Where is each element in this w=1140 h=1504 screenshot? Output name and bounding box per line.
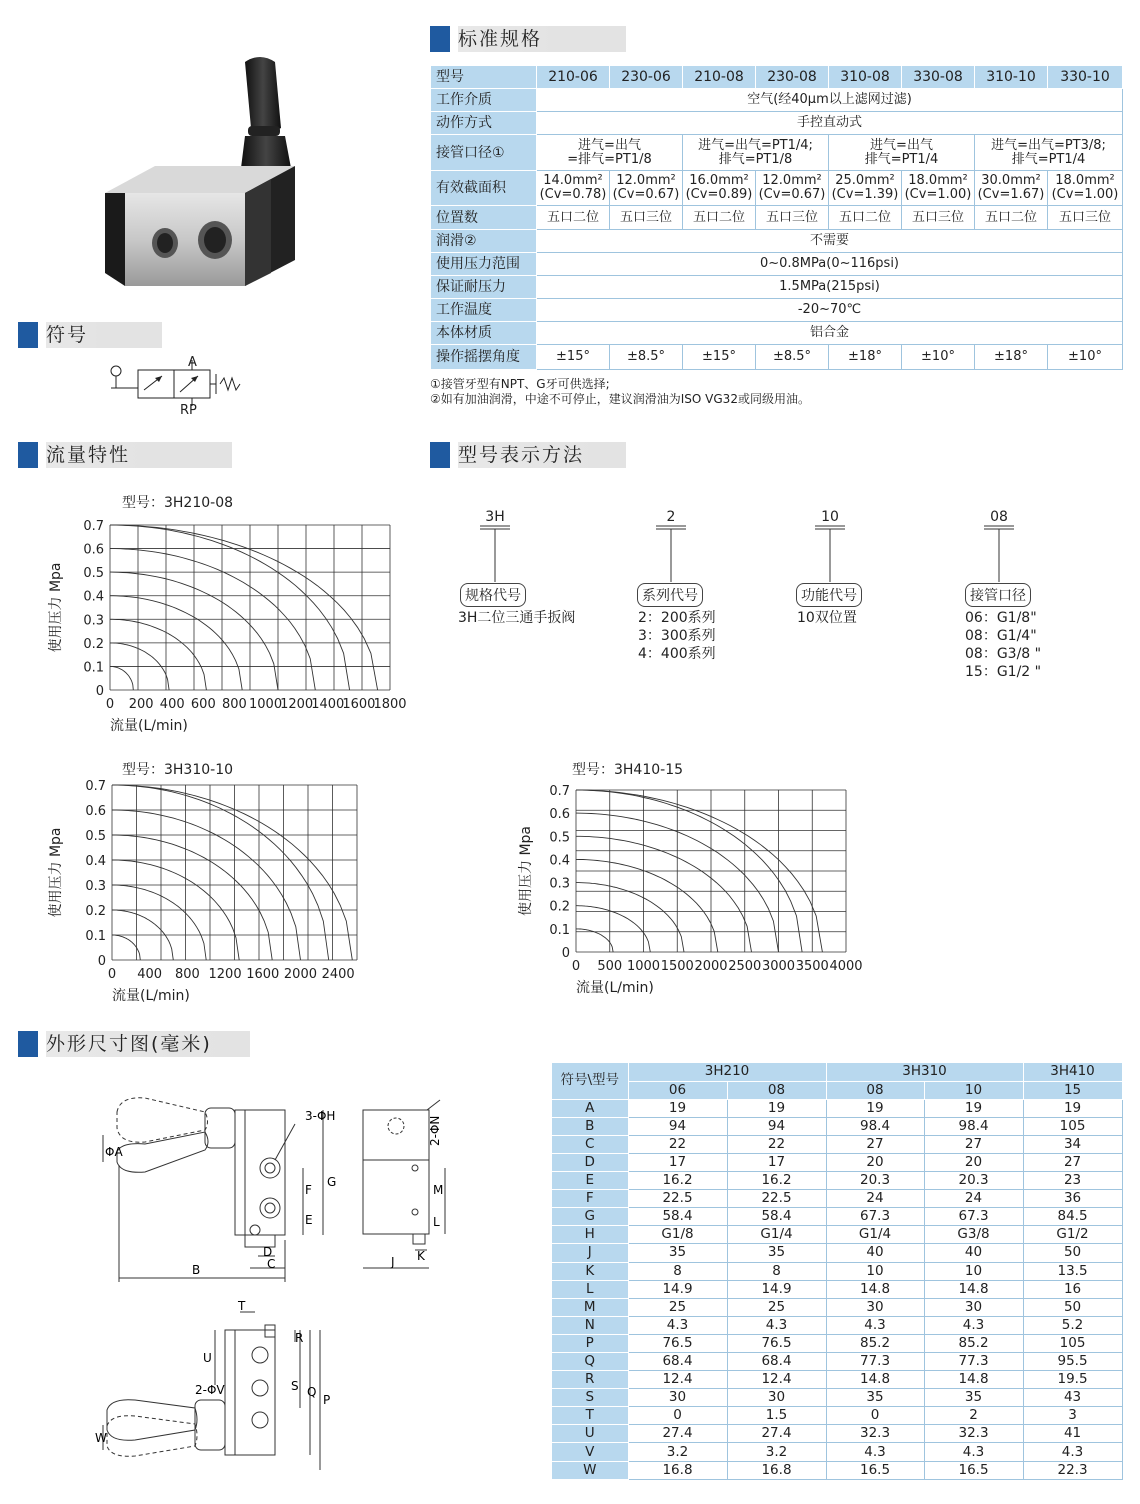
dim-label-t: T	[238, 1299, 246, 1313]
dim-value-cell: 105	[1023, 1334, 1122, 1352]
flow-curve	[110, 619, 206, 690]
y-tick-label: 0.7	[549, 784, 570, 799]
x-tick-label: 2400	[321, 967, 355, 982]
flow-curve	[112, 935, 140, 960]
dim-value-cell: 25	[727, 1298, 826, 1316]
table-row	[552, 1153, 1122, 1171]
table-row	[552, 1298, 1122, 1316]
dim-value-cell: 16.5	[826, 1461, 924, 1479]
model-code-4: 08	[990, 509, 1008, 525]
y-tick-label: 0.2	[85, 904, 106, 919]
dim-label-3h: 3-ΦH	[305, 1109, 336, 1123]
y-tick-label: 0.2	[83, 636, 104, 652]
spec-row-action: 动作方式 手控直动式	[431, 112, 1123, 135]
table-row	[552, 1316, 1122, 1334]
spec-row-temp: 工作温度 -20~70℃	[431, 299, 1123, 322]
y-axis-label: 使用压力 Mpa	[48, 562, 64, 653]
dim-value-cell: 27	[826, 1135, 924, 1153]
dim-value-cell: 14.8	[826, 1280, 924, 1298]
dim-value-cell: 30	[826, 1298, 924, 1316]
dim-value-cell: 76.5	[727, 1334, 826, 1352]
y-axis-label: 使用压力 Mpa	[518, 826, 534, 916]
model-code-3: 10	[821, 509, 839, 525]
y-tick-label: 0.7	[85, 779, 106, 794]
model-label-1: 规格代号	[460, 583, 526, 607]
dim-symbol-cell: S	[552, 1389, 628, 1407]
spec-row-area: 有效截面积 14.0mm² (Cv=0.78) 12.0mm² (Cv=0.67) 16.0mm² (Cv=0.89) 12.0mm² (Cv=0.67) 25.0mm² (Cv=1.39) 18.0mm² (Cv=1.00) 30.0mm² (Cv=1.67) 18.0mm² (Cv=1.00)	[431, 171, 1123, 206]
section-symbol-title: 符号	[18, 322, 162, 348]
dim-header-sizes: 06 08 08 10 15	[552, 1081, 1122, 1099]
x-tick-label: 0	[105, 697, 115, 712]
dim-value-cell: G1/4	[727, 1226, 826, 1244]
dim-value-cell: 58.4	[727, 1208, 826, 1226]
dim-value-cell: 3.2	[628, 1443, 727, 1461]
dim-value-cell: 20.3	[924, 1172, 1023, 1190]
table-row	[552, 1262, 1122, 1280]
dim-value-cell: 68.4	[628, 1353, 727, 1371]
dim-value-cell: 12.4	[727, 1371, 826, 1389]
dim-label-m: M	[433, 1183, 444, 1197]
dim-value-cell: 22.3	[1023, 1461, 1122, 1479]
model-desc-2: 2：200系列 3：300系列 4：400系列	[638, 610, 716, 662]
table-row	[552, 1334, 1122, 1352]
x-tick-label: 1400	[311, 697, 345, 712]
dim-symbol-cell: F	[552, 1190, 628, 1208]
dim-value-cell: 40	[924, 1244, 1023, 1262]
dim-label-e: E	[305, 1213, 313, 1227]
y-tick-label: 0.1	[85, 929, 106, 944]
dim-value-cell: G1/2	[1023, 1226, 1122, 1244]
table-row	[552, 1389, 1122, 1407]
dim-value-cell: 50	[1023, 1298, 1122, 1316]
x-tick-label: 1600	[342, 697, 376, 712]
dim-value-cell: 0	[628, 1407, 727, 1425]
x-axis-label: 流量(L/min)	[576, 980, 654, 996]
section-model-title: 型号表示方法	[430, 442, 626, 468]
x-tick-label: 400	[137, 967, 163, 982]
x-tick-label: 500	[597, 959, 623, 974]
flow-chart-3h410-15	[510, 780, 870, 1005]
y-tick-label: 0.6	[85, 804, 106, 819]
x-tick-label: 2500	[728, 959, 762, 974]
spec-row-medium: 工作介质 空气(经40μm以上滤网过滤)	[431, 89, 1123, 112]
dim-value-cell: 35	[628, 1244, 727, 1262]
dim-value-cell: 85.2	[826, 1334, 924, 1352]
dim-value-cell: 98.4	[826, 1117, 924, 1135]
symbol-label-rp: RP	[180, 403, 197, 418]
model-label-3: 功能代号	[796, 583, 862, 607]
dim-value-cell: 16.2	[727, 1172, 826, 1190]
dim-value-cell: 19	[924, 1099, 1023, 1117]
spec-row-angle: 操作摇摆角度 ±15° ±8.5° ±15° ±8.5° ±18° ±10° ±18° ±10°	[431, 345, 1123, 370]
dim-value-cell: 14.8	[924, 1280, 1023, 1298]
x-tick-label: 4000	[829, 959, 863, 974]
x-tick-label: 0	[107, 967, 117, 982]
table-row	[552, 1443, 1122, 1461]
dim-value-cell: 1.5	[727, 1407, 826, 1425]
dim-label-u: U	[203, 1351, 212, 1365]
model-desc-1: 3H二位三通手扳阀	[458, 610, 576, 626]
dim-label-k: K	[417, 1249, 425, 1263]
table-row	[552, 1208, 1122, 1226]
dim-value-cell: 30	[924, 1298, 1023, 1316]
dim-value-cell: 14.9	[727, 1280, 826, 1298]
dim-value-cell: 16.8	[727, 1461, 826, 1479]
model-label-2: 系列代号	[637, 583, 703, 607]
spec-notes	[430, 377, 810, 407]
y-tick-label: 0.2	[549, 899, 570, 915]
dim-value-cell: 19.5	[1023, 1371, 1122, 1389]
x-axis-label: 流量(L/min)	[110, 718, 188, 734]
dim-label-b: B	[192, 1263, 201, 1277]
x-tick-label: 200	[128, 697, 154, 712]
dim-value-cell: 4.3	[826, 1316, 924, 1334]
dim-value-cell: 16.2	[628, 1172, 727, 1190]
dim-value-cell: 105	[1023, 1117, 1122, 1135]
flow-curve	[576, 836, 752, 952]
dim-value-cell: 4.3	[924, 1443, 1023, 1461]
dim-value-cell: 36	[1023, 1190, 1122, 1208]
dim-symbol-cell: L	[552, 1280, 628, 1298]
flow-curve	[112, 885, 206, 960]
dim-value-cell: G3/8	[924, 1226, 1023, 1244]
dim-value-cell: 22.5	[727, 1190, 826, 1208]
y-tick-label: 0.6	[549, 807, 570, 823]
dim-value-cell: 27	[1023, 1153, 1122, 1171]
table-row	[552, 1190, 1122, 1208]
flow-curve	[112, 835, 272, 960]
y-tick-label: 0.5	[549, 830, 570, 846]
dim-value-cell: 67.3	[826, 1208, 924, 1226]
dim-value-cell: 24	[826, 1190, 924, 1208]
dim-value-cell: 4.3	[826, 1443, 924, 1461]
model-desc-4: 06：G1/8" 08：G1/4" 08：G3/8 " 15：G1/2 "	[965, 610, 1042, 680]
dim-value-cell: 40	[826, 1244, 924, 1262]
dim-symbol-cell: T	[552, 1407, 628, 1425]
dimension-drawing-bottom	[95, 1300, 335, 1480]
dim-value-cell: 41	[1023, 1425, 1122, 1443]
dim-value-cell: 12.4	[628, 1371, 727, 1389]
flow-curve	[576, 929, 613, 952]
spec-note-2: ②如有加油润滑，中途不可停止，建议润滑油为ISO VG32或同级用油。	[430, 392, 810, 406]
dim-value-cell: 10	[924, 1262, 1023, 1280]
dim-symbol-cell: U	[552, 1425, 628, 1443]
dim-symbol-cell: B	[552, 1117, 628, 1135]
model-desc-3: 10双位置	[797, 610, 857, 626]
dim-value-cell: 19	[727, 1099, 826, 1117]
spec-note-1: ①接管牙型有NPT、G牙可供选择;	[430, 377, 610, 391]
dim-value-cell: 5.2	[1023, 1316, 1122, 1334]
dim-value-cell: 14.8	[924, 1371, 1023, 1389]
dim-value-cell: 2	[924, 1407, 1023, 1425]
dim-value-cell: 27.4	[628, 1425, 727, 1443]
dim-value-cell: 4.3	[924, 1316, 1023, 1334]
x-tick-label: 1200	[208, 967, 242, 982]
dim-label-2v: 2-ΦV	[195, 1383, 225, 1397]
x-tick-label: 1000	[626, 959, 661, 974]
spec-row-pressure: 使用压力范围 0~0.8MPa(0~116psi)	[431, 253, 1123, 276]
table-row	[552, 1353, 1122, 1371]
y-tick-label: 0.5	[85, 829, 106, 844]
symbol-label-a: A	[188, 355, 197, 370]
chart1-title: 型号：3H210-08	[122, 495, 234, 511]
dim-label-2n: 2-ΦN	[428, 1115, 442, 1146]
model-code-lines	[440, 520, 1080, 590]
x-tick-label: 2000	[283, 967, 318, 982]
spec-table	[430, 65, 1123, 370]
dim-value-cell: 76.5	[628, 1334, 727, 1352]
dim-value-cell: 43	[1023, 1389, 1122, 1407]
dim-value-cell: 4.3	[1023, 1443, 1122, 1461]
y-tick-label: 0.3	[85, 879, 106, 894]
product-photo	[95, 48, 325, 293]
section-flow-title: 流量特性	[18, 442, 232, 468]
section-dimension-title: 外形尺寸图(毫米)	[18, 1031, 250, 1057]
y-tick-label: 0.3	[549, 876, 570, 892]
dim-label-l: L	[433, 1215, 440, 1229]
dim-value-cell: 13.5	[1023, 1262, 1122, 1280]
dim-label-g: G	[327, 1175, 337, 1189]
x-tick-label: 1800	[373, 697, 407, 712]
dim-value-cell: 3	[1023, 1407, 1122, 1425]
dim-value-cell: 30	[727, 1389, 826, 1407]
dim-header-groups: 符号\型号 3H210 3H310 3H410	[552, 1063, 1122, 1081]
table-row	[552, 1244, 1122, 1262]
x-tick-label: 0	[571, 959, 581, 974]
dim-value-cell: 34	[1023, 1135, 1122, 1153]
dim-value-cell: 35	[727, 1244, 826, 1262]
dim-value-cell: 16.5	[924, 1461, 1023, 1479]
dim-symbol-cell: A	[552, 1099, 628, 1117]
dim-value-cell: 77.3	[826, 1353, 924, 1371]
dim-value-cell: 35	[826, 1389, 924, 1407]
dim-value-cell: 84.5	[1023, 1208, 1122, 1226]
model-code-1: 3H	[485, 509, 505, 525]
dim-value-cell: 14.9	[628, 1280, 727, 1298]
dim-value-cell: 17	[727, 1153, 826, 1171]
dim-value-cell: 20	[826, 1153, 924, 1171]
dim-value-cell: 22.5	[628, 1190, 727, 1208]
dim-value-cell: 23	[1023, 1172, 1122, 1190]
dim-label-d: D	[263, 1245, 273, 1259]
dim-value-cell: 0	[826, 1407, 924, 1425]
table-row	[552, 1172, 1122, 1190]
dim-symbol-cell: N	[552, 1316, 628, 1334]
flow-curve	[576, 906, 650, 952]
flow-chart-3h310-10	[40, 775, 380, 1005]
dim-value-cell: 14.8	[826, 1371, 924, 1389]
x-tick-label: 2000	[694, 959, 728, 974]
chart-grid	[576, 790, 846, 952]
table-row	[552, 1425, 1122, 1443]
dim-symbol-cell: E	[552, 1172, 628, 1190]
spec-row-port: 接管口径① 进气=出气 =排气=PT1/8 进气=出气=PT1/4; 排气=PT1/8 进气=出气 排气=PT1/4 进气=出气=PT3/8; 排气=PT1/4	[431, 135, 1123, 171]
y-tick-label: 0.5	[83, 566, 104, 582]
valve-symbol	[108, 352, 248, 418]
flow-curve	[576, 883, 684, 952]
table-row	[552, 1117, 1122, 1135]
spec-row-positions: 位置数 五口二位 五口三位 五口二位 五口三位 五口二位 五口三位 五口二位 五口三位	[431, 206, 1123, 230]
dim-value-cell: 58.4	[628, 1208, 727, 1226]
x-axis-label: 流量(L/min)	[112, 988, 190, 1004]
dim-value-cell: 19	[628, 1099, 727, 1117]
dim-value-cell: 77.3	[924, 1353, 1023, 1371]
y-tick-label: 0.3	[83, 613, 104, 629]
dim-value-cell: 22	[727, 1135, 826, 1153]
dim-value-cell: 95.5	[1023, 1353, 1122, 1371]
dim-value-cell: 35	[924, 1389, 1023, 1407]
dim-value-cell: 67.3	[924, 1208, 1023, 1226]
dim-value-cell: 32.3	[826, 1425, 924, 1443]
dim-label-j: J	[391, 1255, 395, 1269]
x-tick-label: 1200	[280, 697, 314, 712]
y-axis-label: 使用压力 Mpa	[48, 827, 64, 918]
dim-symbol-cell: G	[552, 1208, 628, 1226]
dimension-drawing-front	[95, 1090, 355, 1290]
dim-label-w: W	[95, 1431, 107, 1445]
dim-label-c: C	[267, 1257, 276, 1271]
dim-symbol-cell: V	[552, 1443, 628, 1461]
y-tick-label: 0.4	[83, 589, 104, 605]
dim-value-cell: 16.8	[628, 1461, 727, 1479]
dim-value-cell: 27	[924, 1135, 1023, 1153]
dim-symbol-cell: J	[552, 1244, 628, 1262]
dim-value-cell: 4.3	[628, 1316, 727, 1334]
dim-value-cell: 10	[826, 1262, 924, 1280]
dim-symbol-cell: R	[552, 1371, 628, 1389]
dim-value-cell: 32.3	[924, 1425, 1023, 1443]
spec-row-material: 本体材质 铝合金	[431, 322, 1123, 345]
dim-symbol-cell: K	[552, 1262, 628, 1280]
dim-label-s: S	[291, 1379, 299, 1393]
y-tick-label: 0	[561, 946, 570, 961]
dim-symbol-cell: C	[552, 1135, 628, 1153]
model-code-2: 2	[666, 509, 676, 525]
dim-value-cell: 68.4	[727, 1353, 826, 1371]
dim-symbol-cell: W	[552, 1461, 628, 1479]
dim-value-cell: 50	[1023, 1244, 1122, 1262]
dim-value-cell: G1/8	[628, 1226, 727, 1244]
dim-value-cell: 16	[1023, 1280, 1122, 1298]
flow-curve	[112, 785, 352, 960]
dim-label-f: F	[305, 1183, 312, 1197]
dim-value-cell: 3.2	[727, 1443, 826, 1461]
table-row	[552, 1407, 1122, 1425]
dim-label-r: R	[295, 1331, 304, 1345]
table-row	[552, 1371, 1122, 1389]
dim-value-cell: 24	[924, 1190, 1023, 1208]
dim-value-cell: 98.4	[924, 1117, 1023, 1135]
dim-label-p: P	[323, 1393, 331, 1407]
dim-value-cell: 27.4	[727, 1425, 826, 1443]
dimension-drawing-side	[355, 1100, 465, 1280]
spec-row-lube: 润滑② 不需要	[431, 230, 1123, 253]
y-tick-label: 0.1	[83, 660, 104, 676]
dim-symbol-cell: H	[552, 1226, 628, 1244]
dim-label-a: ΦA	[105, 1145, 123, 1159]
dim-symbol-cell: P	[552, 1334, 628, 1352]
chart3-title: 型号：3H410-15	[572, 762, 684, 778]
y-tick-label: 0.6	[83, 542, 104, 558]
table-row	[552, 1226, 1122, 1244]
dim-symbol-cell: Q	[552, 1353, 628, 1371]
x-tick-label: 3000	[761, 959, 796, 974]
table-row	[552, 1099, 1122, 1117]
table-row	[552, 1280, 1122, 1298]
dim-value-cell: 17	[628, 1153, 727, 1171]
y-tick-label: 0.4	[549, 853, 570, 869]
dim-value-cell: 8	[727, 1262, 826, 1280]
table-row	[552, 1135, 1122, 1153]
dim-value-cell: 94	[727, 1117, 826, 1135]
flow-curve	[110, 666, 133, 690]
x-tick-label: 800	[174, 967, 200, 982]
y-tick-label: 0.1	[549, 922, 570, 938]
x-tick-label: 800	[222, 697, 247, 712]
x-tick-label: 600	[190, 697, 216, 712]
flow-chart-3h210-08	[40, 515, 407, 735]
flow-curve	[110, 525, 378, 690]
dim-symbol-cell: M	[552, 1298, 628, 1316]
dim-value-cell: 19	[1023, 1099, 1122, 1117]
dim-value-cell: 25	[628, 1298, 727, 1316]
dim-symbol-cell: D	[552, 1153, 628, 1171]
dim-value-cell: 20	[924, 1153, 1023, 1171]
x-tick-label: 1000	[249, 697, 283, 712]
dim-value-cell: 8	[628, 1262, 727, 1280]
y-tick-label: 0	[95, 684, 104, 699]
y-tick-label: 0	[97, 954, 106, 969]
dim-value-cell: 85.2	[924, 1334, 1023, 1352]
dim-value-cell: 20.3	[826, 1172, 924, 1190]
model-label-4: 接管口径	[965, 583, 1031, 607]
chart2-title: 型号：3H310-10	[122, 762, 234, 778]
x-tick-label: 400	[159, 697, 185, 712]
dim-value-cell: 30	[628, 1389, 727, 1407]
section-spec-title: 标准规格	[430, 26, 626, 52]
x-tick-label: 1500	[660, 959, 694, 974]
dim-value-cell: 94	[628, 1117, 727, 1135]
dimension-table	[552, 1063, 1123, 1480]
y-tick-label: 0.4	[85, 854, 106, 869]
x-tick-label: 1600	[246, 967, 280, 982]
dim-value-cell: 22	[628, 1135, 727, 1153]
spec-header-row: 型号 210-06 230-06 210-08 230-08 310-08 330-08 310-10 330-10	[431, 66, 1123, 89]
dim-value-cell: 19	[826, 1099, 924, 1117]
dim-value-cell: 4.3	[727, 1316, 826, 1334]
y-tick-label: 0.7	[83, 519, 104, 534]
x-tick-label: 3500	[795, 959, 829, 974]
dim-label-q: Q	[307, 1385, 317, 1399]
flow-curve	[112, 785, 329, 960]
spec-row-proof: 保证耐压力 1.5MPa(215psi)	[431, 276, 1123, 299]
dim-value-cell: G1/4	[826, 1226, 924, 1244]
table-row	[552, 1461, 1122, 1479]
